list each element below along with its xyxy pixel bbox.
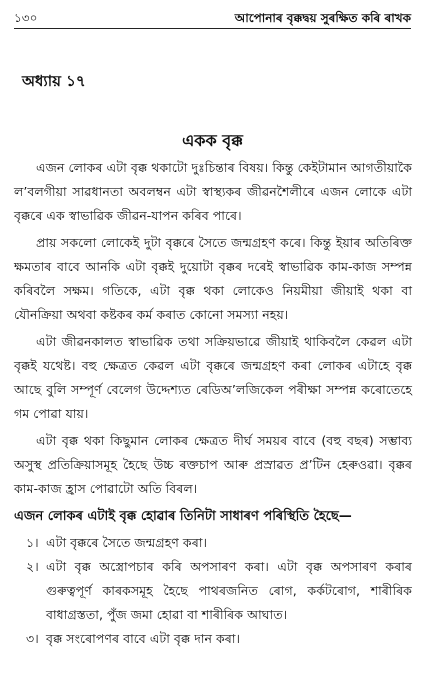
list-number: ১। [26, 535, 39, 550]
list-number: ২। [26, 559, 39, 574]
list-text: বৃক্ক সংৰোপণৰ বাবে এটা বৃক্ক দান কৰা। [46, 631, 241, 646]
situation-list [14, 531, 412, 651]
header-divider [14, 28, 411, 29]
list-heading: এজন লোকৰ এটাই বৃক্ক হোৱাৰ তিনিটা সাধাৰণ পৰিস্থিতি হৈছে— [14, 509, 352, 524]
list-item [14, 531, 412, 555]
list-text: এটা বৃক্ক অস্ত্ৰোপচাৰ কৰি অপসাৰণ কৰা। এটা বৃক্ক অপসাৰণ কৰাৰ গুৰুত্বপূৰ্ণ কাৰকসমূহ হৈছে পাথৰজনিত ৰোগ, কৰ্কটৰোগ, শাৰীৰিক বাধাগ্ৰস্ততা, পুঁজ জমা হোৱা বা শাৰীৰিক আঘাত। [46, 559, 412, 622]
page-number: ১৩০ [14, 11, 38, 25]
list-item [14, 555, 412, 627]
chapter-label: অধ্যায় ১৭ [22, 72, 86, 90]
paragraph: এজন লোকৰ এটা বৃক্ক থকাটো দুঃচিন্তাৰ বিষয়। কিন্তু কেইটামান আগতীয়াকৈ ল’বলগীয়া সাৱধানতা অবলম্বন এটা স্বাস্থ্যকৰ জীৱনশৈলীৰে এজন লোকে এটা বৃক্কৰে এক স্বাভাৱিক জীৱন-যাপন কৰিব পাৰে। [14, 160, 412, 223]
body-text [14, 156, 412, 651]
page-header [14, 6, 411, 28]
list-item [14, 627, 412, 651]
paragraph: প্ৰায় সকলো লোকেই দুটা বৃক্কৰে সৈতে জন্মগ্ৰহণ কৰে। কিন্তু ইয়াৰ অতিৰিক্ত ক্ষমতাৰ বাবে আনকি এটা বৃক্কই দুয়োটা বৃক্কৰ দৰেই স্বাভাৱিক কাম-কাজ সম্পন্ন কৰিবলৈ সক্ষম। গতিকে, এটা বৃক্ক থকা লোকেও নিয়মীয়া জীয়াই থকা বা যৌনক্ৰিয়া অথবা কষ্টকৰ কৰ্ম কৰাত কোনো সমস্যা নহয়। [14, 235, 412, 322]
running-title: আপোনাৰ বৃক্কদ্বয় সুৰক্ষিত কৰি ৰাখক [234, 11, 411, 25]
paragraph: এটা জীৱনকালত স্বাভাৱিক তথা সক্ৰিয়ভাৱে জীয়াই থাকিবলৈ কেৱল এটা বৃক্কই যথেষ্ট। বহু ক্ষেত্ৰত কেৱল এটা বৃক্কৰে জন্মগ্ৰহণ কৰা লোকৰ এটাহে বৃক্ক আছে বুলি সম্পূৰ্ণ বেলেগ উদ্দেশ্যত ৰেডিঅ’লজিকেল পৰীক্ষা সম্পন্ন কৰোতেহে গম পোৱা যায়। [14, 334, 412, 421]
section-title: একক বৃক্ক [182, 131, 243, 150]
paragraph: এটা বৃক্ক থকা কিছুমান লোকৰ ক্ষেত্ৰত দীৰ্ঘ সময়ৰ বাবে (বহু বছৰ) সম্ভাব্য অসুস্থ প্ৰতিক্ৰিয়াসমূহ হৈছে উচ্চ ৰক্তচাপ আৰু প্ৰস্ৰাৱত প্ৰ’টিন হেৰুওৱা। বৃক্কৰ কাম-কাজ হ্ৰাস পোৱাটো অতি বিৰল। [14, 433, 412, 496]
list-text: এটা বৃক্কৰে সৈতে জন্মগ্ৰহণ কৰা। [46, 535, 207, 550]
list-number: ৩। [26, 631, 39, 646]
